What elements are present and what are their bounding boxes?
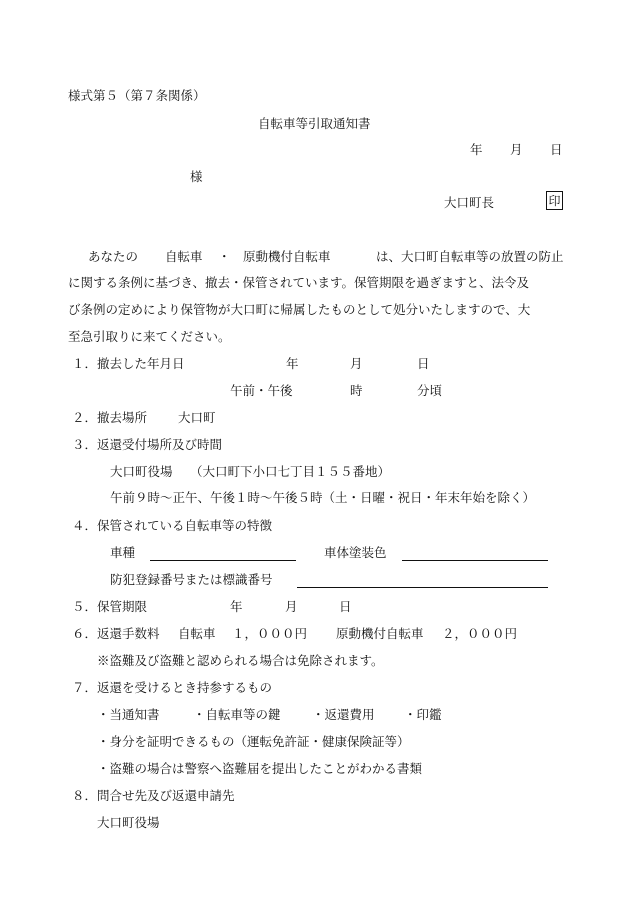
intro-option-separator: ・	[218, 249, 231, 264]
date-year-label: 年	[470, 142, 483, 157]
item5-year: 年	[230, 599, 243, 614]
intro-line1-d: は、大口町自転車等の放置の防止	[376, 249, 564, 264]
form-label: 様式第５（第７条関係）	[68, 88, 206, 103]
item1-year: 年	[286, 356, 299, 371]
item3-label: ３．返還受付場所及び時間	[72, 437, 223, 452]
item2-value: 大口町	[178, 410, 216, 425]
item1-minute: 分頃	[417, 383, 443, 398]
addressee-suffix: 様	[190, 169, 203, 184]
item1-ampm: 午前・午後	[230, 383, 293, 398]
item2-label: ２．撤去場所	[72, 410, 148, 425]
item8-value: 大口町役場	[97, 815, 160, 830]
item7-bullet-theft: ・盗難の場合は警察へ盗難届を提出したことがわかる書類	[97, 761, 423, 776]
item5-month: 月	[285, 599, 298, 614]
item6-moped-fee: ２，０００円	[442, 626, 518, 641]
item6-bicycle-fee: １，０００円	[232, 626, 308, 641]
item4-type-field-line	[150, 560, 296, 561]
item8-label: ８．問合せ先及び返還申請先	[72, 788, 235, 803]
intro-line4: 至急引取りに来てください。	[68, 329, 231, 344]
item6-bicycle-label: 自転車	[178, 626, 216, 641]
item6-moped-label: 原動機付自転車	[336, 626, 424, 641]
item5-label: ５．保管期限	[72, 599, 148, 614]
date-day-label: 日	[550, 142, 563, 157]
intro-option-moped: 原動機付自転車	[243, 249, 331, 264]
item6-note: ※盗難及び盗難と認められる場合は免除されます。	[97, 653, 384, 668]
intro-line1-a: あなたの	[88, 249, 139, 264]
item4-type-label: 車種	[110, 545, 136, 560]
item4-color-field-line	[402, 560, 548, 561]
item1-hour: 時	[350, 383, 363, 398]
seal-mark: 印	[546, 191, 563, 210]
item5-day: 日	[339, 599, 352, 614]
issuer-name: 大口町長	[444, 195, 495, 210]
item4-reg-field-line	[297, 587, 548, 588]
item3-place: 大口町役場	[110, 464, 173, 479]
item1-label: １．撤去した年月日	[72, 356, 185, 371]
item1-day: 日	[417, 356, 430, 371]
item3-hours: 午前９時～正午、午後１時～午後５時（土・日曜・祝日・年末年始を除く）	[110, 490, 536, 505]
intro-option-bicycle: 自転車	[165, 249, 203, 264]
item3-address: （大口町下小口七丁目１５５番地）	[190, 464, 391, 479]
item7-bullet-seal: ・印鑑	[404, 707, 442, 722]
item7-label: ７．返還を受けるとき持参するもの	[72, 680, 273, 695]
intro-line3: び条例の定めにより保管物が大口町に帰属したものとして処分いたしますので、大	[68, 302, 531, 317]
item7-bullet-id: ・身分を証明できるもの（運転免許証・健康保険証等）	[97, 734, 410, 749]
item7-bullet-key: ・自転車等の鍵	[193, 707, 281, 722]
item4-reg-label: 防犯登録番号または標識番号	[110, 572, 273, 587]
item1-month: 月	[350, 356, 363, 371]
item7-bullet-notice: ・当通知書	[97, 707, 160, 722]
intro-line2: に関する条例に基づき、撤去・保管されています。保管期限を過ぎますと、法令及	[68, 275, 530, 290]
date-month-label: 月	[510, 142, 523, 157]
item6-label: ６．返還手数料	[72, 626, 160, 641]
item7-bullet-fee: ・返還費用	[312, 707, 375, 722]
item4-label: ４．保管されている自転車等の特徴	[72, 518, 273, 533]
document-title: 自転車等引取通知書	[258, 116, 371, 131]
item4-color-label: 車体塗装色	[324, 545, 387, 560]
